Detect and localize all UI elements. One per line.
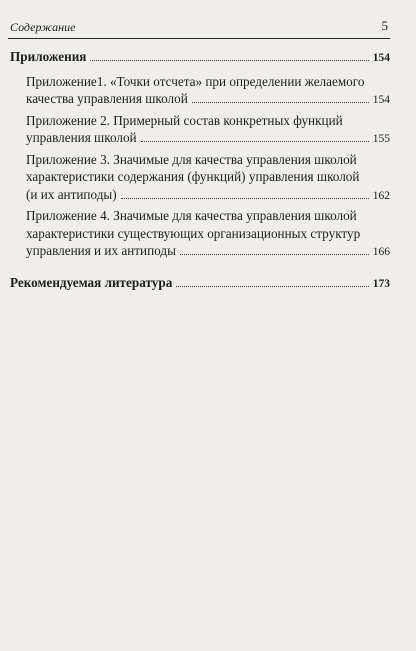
toc-item-text: Приложение 3. Значимые для качества управления школой [26, 151, 357, 167]
toc-item-text: качества управления школой [26, 91, 188, 106]
toc-item-text: Приложение 4. Значимые для качества управления школой [26, 208, 357, 223]
toc-section-title: Рекомендуемая литература [10, 274, 173, 290]
toc-item-text: управления школой [26, 130, 137, 145]
dot-leader [121, 198, 369, 199]
toc-item-text: характеристики существующих организационных структур [26, 225, 361, 241]
header-rule [8, 38, 390, 39]
toc-page-number: 162 [372, 189, 390, 202]
toc-section-appendices[interactable] [10, 48, 390, 68]
toc-page-number: 173 [372, 277, 390, 290]
toc-item-appendix-3[interactable] [10, 151, 390, 206]
dot-leader [180, 254, 369, 255]
toc-item-text: Приложение1. «Точки отсчета» при определении желаемого [26, 73, 365, 89]
toc-item-appendix-4[interactable] [10, 207, 390, 262]
page-number: 5 [381, 18, 388, 33]
toc-section-literature[interactable] [10, 274, 390, 294]
toc-page-number: 154 [372, 94, 390, 106]
toc-item-text: Приложение 2. Примерный состав конкретных функций [26, 112, 343, 128]
dot-leader [176, 286, 368, 287]
table-of-contents [10, 48, 390, 293]
toc-page-number: 155 [372, 133, 390, 145]
toc-item-appendix-1[interactable] [10, 73, 390, 110]
toc-item-appendix-2[interactable] [10, 112, 390, 149]
toc-section-title: Приложения [10, 49, 87, 64]
running-header [0, 18, 416, 38]
dot-leader [90, 60, 368, 61]
dot-leader [141, 141, 369, 142]
toc-item-text: характеристики содержания (функций) управления школой [26, 169, 360, 184]
toc-item-text: управления и их антиподы [26, 243, 176, 258]
toc-page-number: 154 [372, 52, 390, 64]
dot-leader [192, 102, 369, 103]
running-header-title: Содержание [10, 20, 76, 34]
toc-page-number: 166 [372, 246, 390, 258]
toc-item-text: (и их антиподы) [26, 186, 117, 202]
